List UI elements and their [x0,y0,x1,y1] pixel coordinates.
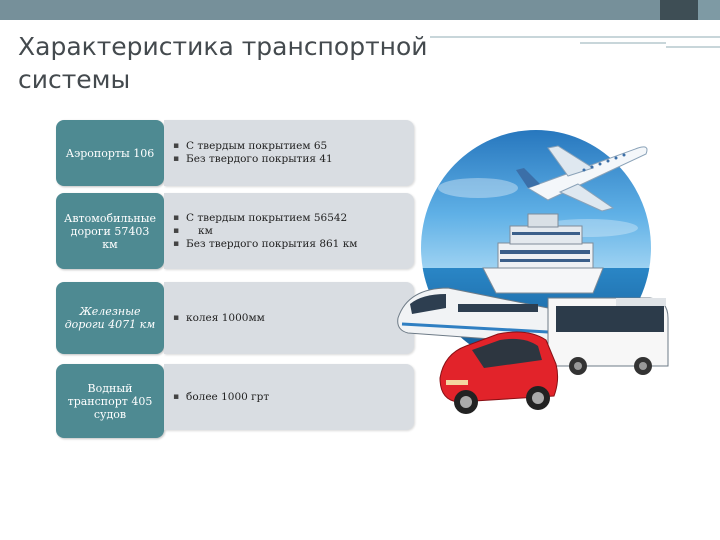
car-icon [440,332,558,414]
detail-item: ▪ С твердым покрытием 65 [186,140,333,153]
row-label-line: км [102,237,118,251]
row-label [56,364,164,438]
row-label [56,193,164,269]
detail-item: ▪ более 1000 грт [186,391,269,404]
row-label-line: дороги 4071 км [64,318,156,331]
row-label-line: Водный [87,381,133,395]
row-label-line: дороги 57403 [70,224,150,238]
slide-title [18,30,438,96]
row-label-line: Автомобильные [64,211,156,225]
detail-item: ▪ Без твердого покрытия 861 км [186,238,357,251]
top-bar [0,0,720,20]
row-label-line: Железные [79,305,141,318]
detail-item: ▪ С твердым покрытием 56542 [186,212,357,225]
row-details [164,364,414,430]
detail-item: ▪ колея 1000мм [186,312,265,325]
detail-item-continuation-text: км [198,224,213,237]
row-label-line: судов [93,407,127,421]
row-label-line: транспорт 405 [67,394,153,408]
row-details [164,120,414,186]
detail-item-continuation [186,225,357,238]
row-details [164,193,414,269]
row-details [164,282,414,354]
row-label [56,282,164,354]
row-label [56,120,164,186]
title-accent-lines [430,36,720,50]
detail-item: ▪ Без твердого покрытия 41 [186,153,333,166]
slide-title-line-1: Характеристика транспортной [18,32,428,61]
slide-title-line-2: системы [18,65,131,94]
row-label-text: Аэропорты 106 [65,146,155,160]
transport-illustration [388,118,688,428]
bus-icon [548,298,668,375]
